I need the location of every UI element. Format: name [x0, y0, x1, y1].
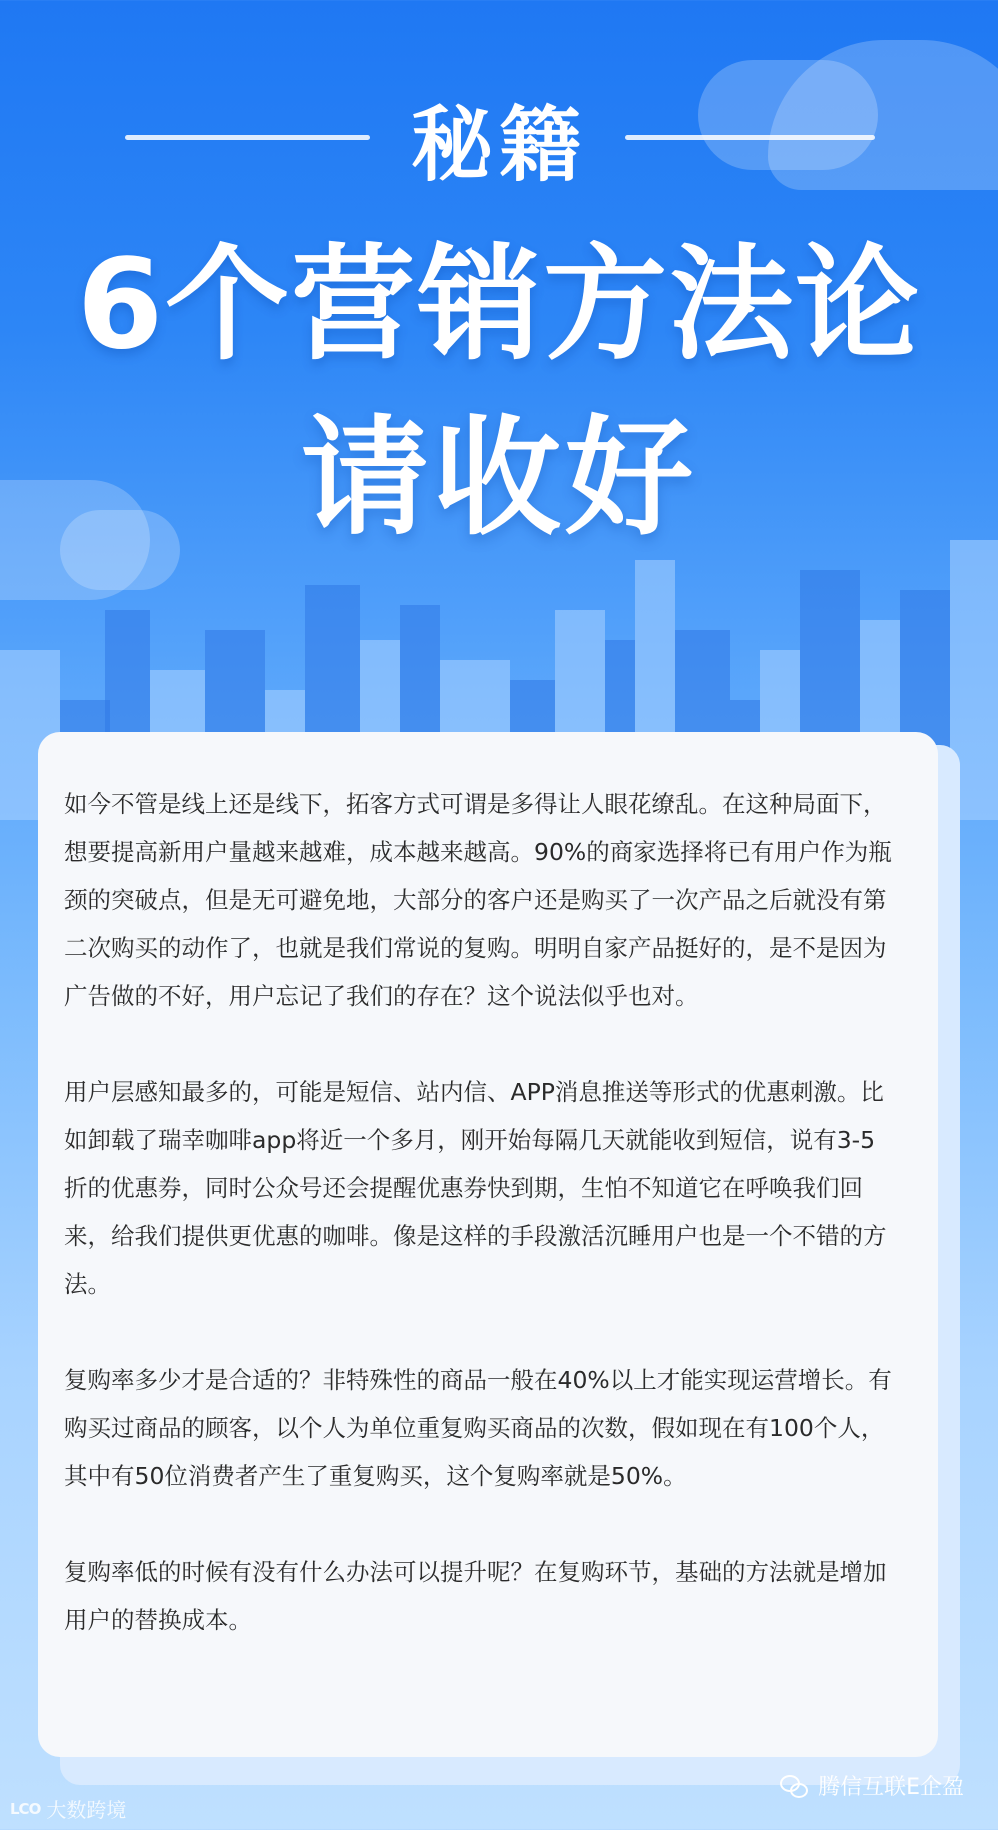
article-paragraph: 复购率低的时候有没有什么办法可以提升呢？在复购环节，基础的方法就是增加用户的替换成本。 — [64, 1558, 887, 1634]
watermark-logo: LCO — [10, 1799, 41, 1818]
article-paragraph: 如今不管是线上还是线下，拓客方式可谓是多得让人眼花缭乱。在这种局面下，想要提高新用户量越来越难，成本越来越高。90%的商家选择将已有用户作为瓶颈的突破点，但是无可避免地，大部分的客户还是购买了一次产品之后就没有第二次购买的动作了，也就是我们常说的复购。明明自家产品挺好的，是不是因为广告做的不好，用户忘记了我们的存在？这个说法似乎也对。 — [64, 790, 892, 1010]
watermark-text: 大数跨境 — [46, 1798, 127, 1822]
kicker-text: 秘籍 — [410, 98, 587, 193]
article-paragraph: 复购率多少才是合适的？非特殊性的商品一般在40%以上才能实现运营增长。有购买过商品的顾客，以个人为单位重复购买商品的次数，假如现在有100个人，其中有50位消费者产生了重复购买，这个复购率就是50%。 — [64, 1366, 892, 1490]
main-title: 6个营销方法论 — [76, 233, 922, 377]
watermark — [10, 1794, 126, 1823]
wechat-icon — [780, 1773, 810, 1799]
wechat-account-attribution — [780, 1770, 964, 1801]
article-card — [38, 732, 938, 1757]
article-paragraph: 用户层感知最多的，可能是短信、站内信、APP消息推送等形式的优惠刺激。比如卸载了瑞幸咖啡app将近一个多月，刚开始每隔几天就能收到短信，说有3-5折的优惠券，同时公众号还会提醒优惠券快到期，生怕不知道它在呼唤我们回来，给我们提供更优惠的咖啡。像是这样的手段激活沉睡用户也是一个不错的方法。 — [64, 1078, 887, 1298]
sub-title: 请收好 — [300, 404, 697, 553]
account-name: 腾信互联E企盈 — [818, 1775, 964, 1800]
